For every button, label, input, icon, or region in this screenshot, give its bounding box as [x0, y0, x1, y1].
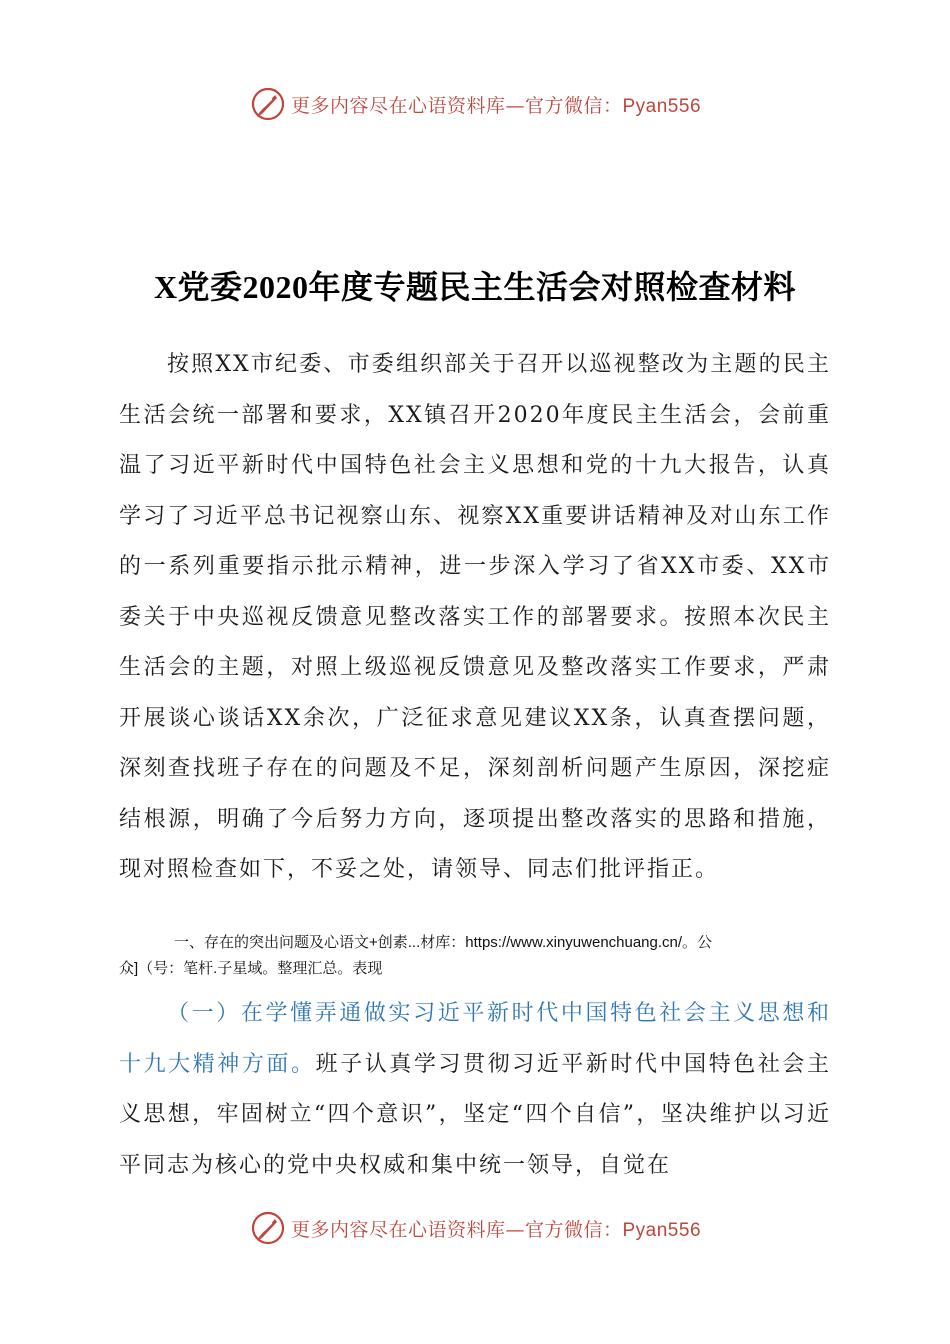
banner-text: 更多内容尽在心语资料库—官方微信：Pyan556	[290, 1218, 702, 1241]
note-line-2: 众]（号：笔杆.子星域。整理汇总。表现	[119, 960, 383, 977]
footer-banner	[0, 1208, 950, 1248]
wechat-id: Pyan556	[622, 95, 702, 117]
section-paragraph	[119, 989, 831, 1191]
banner-text: 更多内容尽在心语资料库—官方微信：Pyan556	[290, 94, 702, 117]
header-banner	[0, 84, 950, 124]
intro-paragraph: 按照XX市纪委、市委组织部关于召开以巡视整改为主题的民主生活会统一部署和要求，XX镇召开2020年度民主生活会，会前重温了习近平新时代中国特色社会主义思想和党的十九大报告，认真学习了习近平总书记视察山东、视察XX重要讲话精神及对山东工作的一系列重要指示批示精神，进一步深入学习了省XX市委、XX市委关于中央巡视反馈意见整改落实工作的部署要求。按照本次民主生活会的主题，对照上级巡视反馈意见及整改落实工作要求，严肃开展谈心谈话XX余次，广泛征求意见建议XX条，认真查摆问题，深刻查找班子存在的问题及不足，深刻剖析问题产生原因，深挖症结根源，明确了今后努力方向，逐项提出整改落实的思路和措施，现对照检查如下，不妥之处，请领导、同志们批评指正。	[119, 352, 831, 882]
pen-feather-logo-icon	[249, 85, 287, 123]
pen-feather-logo-icon	[249, 1209, 287, 1247]
inserted-note	[119, 930, 831, 982]
note-line-1: 一、存在的突出问题及心语文+创素...材库：https://www.xinyuwenchuang.cn/。公	[174, 934, 713, 951]
document-title: X党委2020年度专题民主生活会对照检查材料	[153, 269, 797, 305]
section-heading: （一）在学懂弄通做实习近平新时代中国特色社会主义思想和十九大精神方面。	[119, 1001, 831, 1077]
wechat-id: Pyan556	[622, 1219, 702, 1241]
section-body: 班子认真学习贯彻习近平新时代中国特色社会主义思想，牢固树立“四个意识”，坚定“四个自信”，坚决维护以习近平同志为核心的党中央权威和集中统一领导，自觉在	[119, 1051, 831, 1178]
